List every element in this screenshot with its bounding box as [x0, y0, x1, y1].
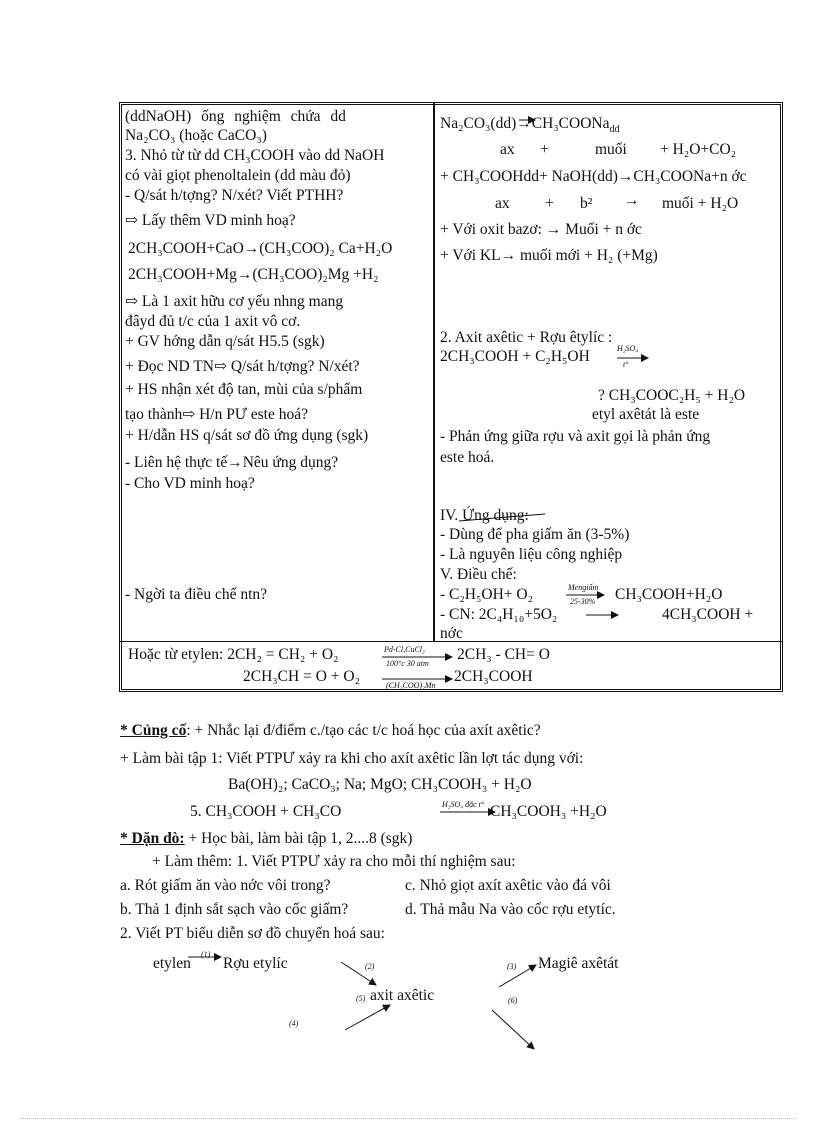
right-b2: b² [580, 195, 593, 212]
left-line-8: 2CH₃COOH+Mg→(CH₃COO)₂Mg +H₂ [128, 266, 379, 283]
bottom-line-1b: 2CH₃ - CH= O [457, 646, 550, 663]
cung-co-line-4b: CH₃COOH₃ +H₂O [490, 803, 607, 820]
left-line-11: + GV hớng dẫn q/sát H5.5 (sgk) [125, 333, 325, 350]
right-muoi-1: muối [595, 141, 627, 158]
right-arrow-2: → [624, 192, 640, 209]
right-line-17b: CH₃COOH+H₂O [615, 586, 723, 603]
dan-do-label: * Dặn dò: [120, 830, 185, 847]
cung-co-cat: H₂SO₄ đặc t° [442, 800, 485, 809]
right-line-17a: - C₂H₅OH+ O₂ [440, 586, 533, 603]
right-line-1: Na₂CO₃(dd)→CH₃COONa$_{dd}$ [440, 115, 620, 136]
scheme-etylen: etylen [153, 955, 191, 972]
arrow-5 [345, 1005, 390, 1030]
bottom-cat-1-top: Pd-Cl,CuCl₂ [384, 645, 425, 654]
left-line-15: + H/dẫn HS q/sát sơ đồ ứng dụng (sgk) [125, 427, 369, 444]
left-line-16: - Liên hệ thực tế→Nêu ứng dụng? [125, 454, 339, 471]
dan-do-line-1: * Dặn dò: + Học bài, làm bài tập 1, 2....8 (sgk) [120, 830, 413, 847]
right-line-15: - Là nguyên liệu công nghiệp [440, 546, 623, 563]
left-line-12: + Đọc ND TN⇨ Q/sát h/tợng? N/xét? [125, 358, 360, 375]
bottom-cat-2: (CH₃COO)₂Mn [386, 681, 436, 690]
dan-do-line-4a: b. Thả 1 định sắt sạch vào cốc giấm? [120, 901, 349, 918]
right-line-7: 2. Axit axêtic + Rợu êtylíc : [440, 329, 613, 346]
left-line-9: ⇨ Là 1 axit hữu cơ yếu nhng mang [125, 293, 344, 310]
cung-co-line-1: * Củng cố: + Nhắc lại đ/điểm c./tạo các t/c hoá học của axít axêtic? [120, 722, 541, 739]
bottom-line-1a: Hoặc từ etylen: 2CH₂ = CH₂ + O₂ [128, 646, 339, 663]
right-muoi-h2o: muối + H₂O [662, 195, 739, 212]
scheme-label-4: (4) [289, 1019, 299, 1028]
right-ax-1: ax [500, 141, 515, 158]
scheme-label-3: (3) [507, 962, 517, 971]
right-catalyst-top: H₂SO₄ [617, 344, 639, 353]
arrow-6 [492, 1010, 534, 1049]
scheme-label-5: (5) [356, 994, 366, 1003]
underline-ungdung [459, 514, 545, 521]
cung-co-line-3: Ba(OH)₂; CaCO₃; Na; MgO; CH₃COOH₃ + H₂O [228, 776, 532, 793]
cung-co-label: * Củng cố [120, 722, 187, 739]
dan-do-line-3a: a. Rót giấm ăn vào nớc vôi trong? [120, 877, 331, 894]
page-bottom-dotted-rule [20, 1118, 796, 1119]
right-line-3: + CH₃COOHdd+ NaOH(dd)→CH₃COONa+n ớc [440, 168, 747, 185]
cung-co-line-4a: 5. CH₃COOH + CH₃CO [190, 803, 342, 820]
dan-do-line-4b: d. Thả mẫu Na vào cốc rợu etytíc. [405, 901, 616, 918]
left-line-18: - Ngời ta điều chế ntn? [125, 586, 268, 603]
arrow-2 [341, 962, 376, 985]
scheme-label-1: (1) [201, 950, 211, 959]
left-line-7: 2CH₃COOH+CaO→(CH₃COO)₂ Ca+H₂O [128, 240, 393, 257]
scheme-label-2: (2) [365, 962, 375, 971]
right-line-8: 2CH₃COOH + C₂H₅OH [440, 348, 590, 365]
right-plus-1: + [540, 141, 549, 158]
arrow-3 [499, 965, 536, 987]
left-line-14: tạo thành⇨ H/n PƯ este hoá? [125, 406, 308, 423]
right-h2o-co2: + H₂O+CO₂ [660, 141, 737, 158]
right-line-12: este hoá. [440, 449, 495, 466]
left-line-17: - Cho VD minh hoạ? [125, 475, 255, 492]
right-line-10: etyl axêtát là este [592, 406, 700, 423]
left-line-6: ⇨ Lấy thêm VD minh hoạ? [125, 212, 296, 229]
dan-do-line-5: 2. Viết PT biểu diễn sơ đồ chuyển hoá sau: [120, 925, 385, 942]
right-catalyst-bot: t° [623, 360, 629, 369]
right-line-14: - Dùng để pha giấm ăn (3-5%) [440, 526, 630, 543]
right-heading-ung-dung: IV. Ứng dụng: [440, 507, 529, 524]
right-line-9: ? CH₃COOC₂H₅ + H₂O [598, 387, 746, 404]
right-ax-2: ax [495, 195, 510, 212]
left-line-5: - Q/sát h/tợng? N/xét? Viết PTHH? [125, 187, 344, 204]
dan-do-line-3b: c. Nhỏ giọt axít axêtic vào đá vôi [405, 877, 611, 894]
bottom-line-2a: 2CH₃CH = O + O₂ [243, 668, 360, 685]
left-line-10: đâyd đủ t/c của 1 axit vô cơ. [125, 313, 301, 330]
right-line-11: - Phản ứng giữa rợu và axit gọi là phản ứng [440, 428, 711, 445]
scheme-label-6: (6) [508, 996, 518, 1005]
scheme-ruou: Rợu etylíc [223, 955, 288, 972]
right-line-5: + Với oxit bazơ: → Muối + n ớc [440, 221, 642, 238]
dan-do-line-2: + Làm thêm: 1. Viết PTPƯ xảy ra cho mỗi thí nghiệm sau: [152, 853, 516, 870]
right-catalyst-men: Mengiấm [568, 583, 599, 592]
scheme-magie: Magiê axêtát [538, 955, 619, 972]
right-line-18a: - CN: 2C₄H₁₀+5O₂ [440, 606, 558, 623]
right-catalyst-temp: 25-30% [570, 597, 596, 606]
right-line-18b: 4CH₃COOH + [662, 606, 754, 623]
right-line-19: nớc [440, 625, 463, 642]
scheme-axit: axit axêtic [370, 987, 435, 1004]
left-line-2: Na₂CO₃ (hoặc CaCO₃) [125, 127, 267, 144]
left-line-13: + HS nhận xét độ tan, mùi của s/phẩm [125, 381, 363, 398]
right-line-6: + Với KL→ muối mới + H₂ (+Mg) [440, 247, 658, 264]
left-line-3: 3. Nhỏ từ từ dd CH₃COOH vào dd NaOH [125, 147, 385, 164]
right-heading-dieu-che: V. Điều chế: [440, 566, 517, 583]
left-line-4: có vài giọt phenoltalein (dd màu đỏ) [125, 167, 351, 184]
left-line-1: (ddNaOH) ống nghiệm chứa dd [125, 108, 346, 125]
bottom-cat-1-bot: 100°c 30 atm [386, 659, 429, 668]
bottom-line-2b: 2CH₃COOH [454, 668, 533, 685]
right-plus-2: + [545, 195, 554, 212]
cung-co-line-2: + Làm bài tập 1: Viết PTPƯ xảy ra khi cho axít axêtic lần lợt tác dụng với: [120, 750, 584, 767]
